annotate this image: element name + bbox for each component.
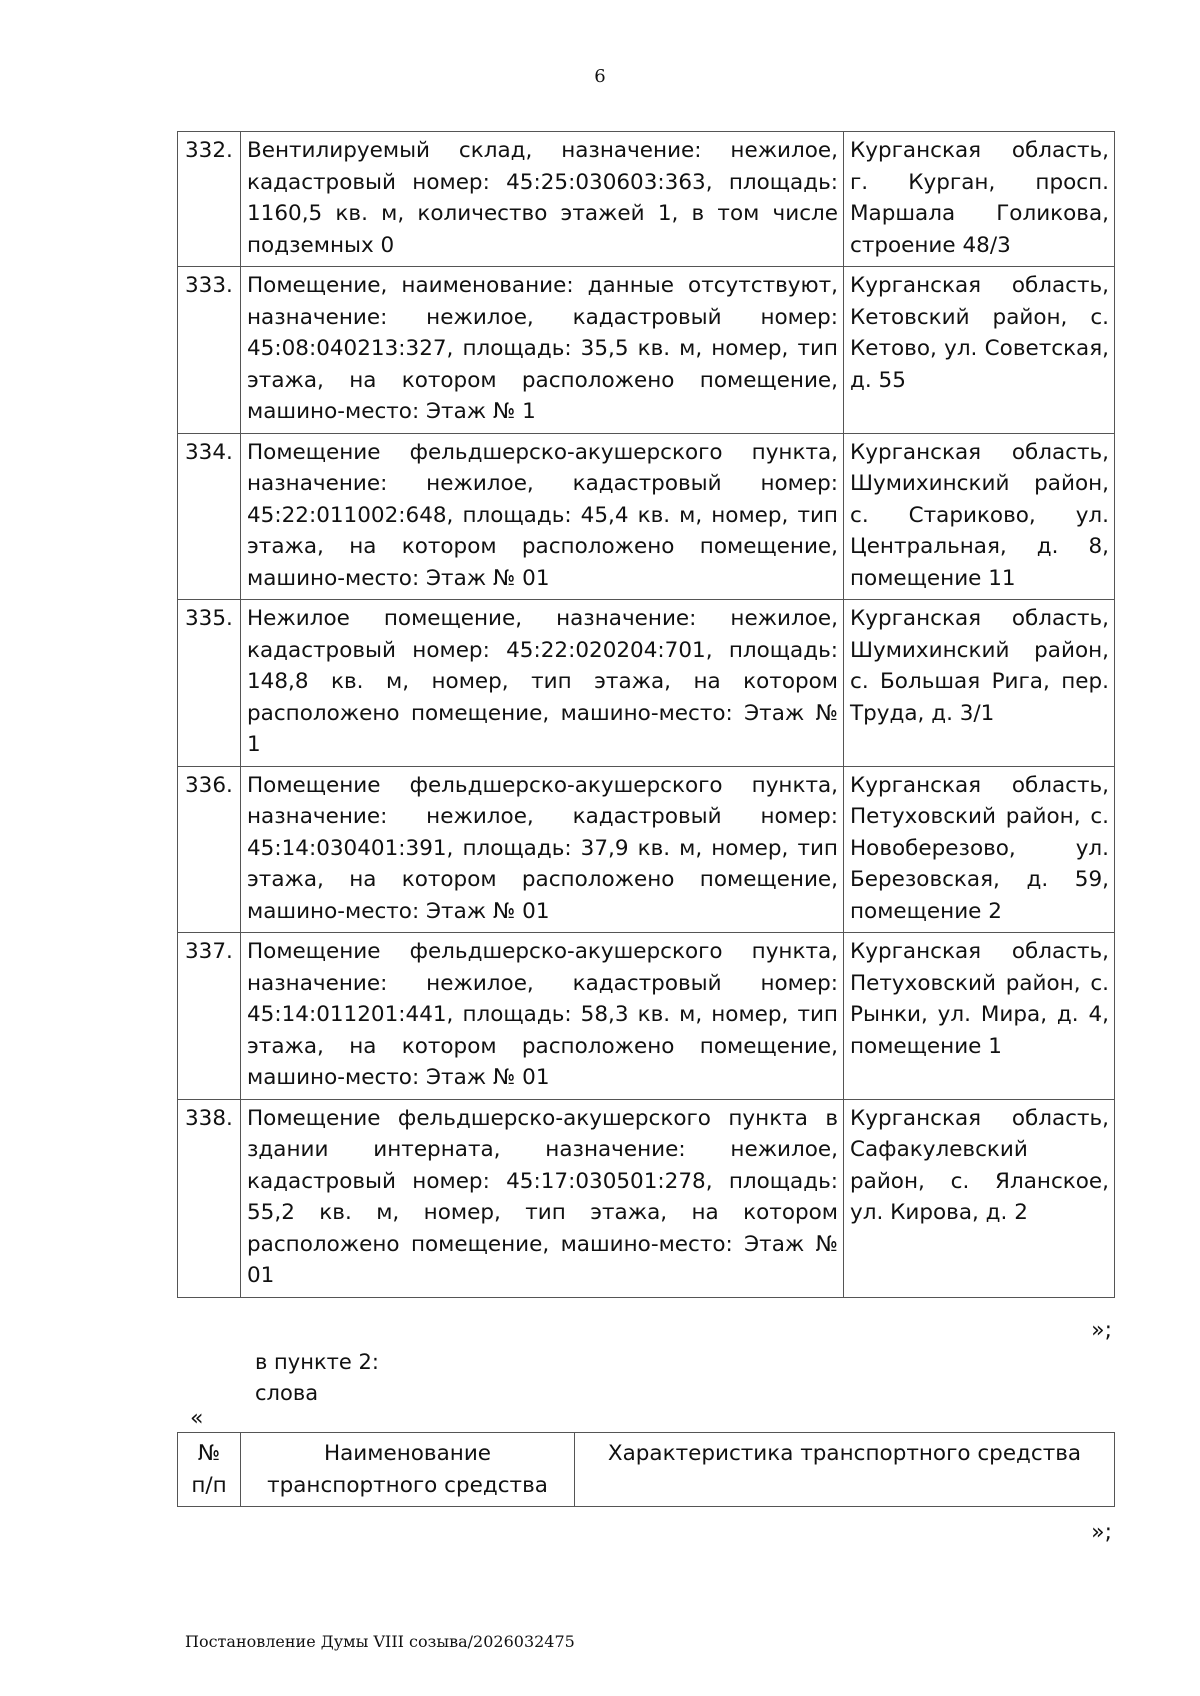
transport-table-body <box>178 1433 1115 1507</box>
header-name-cell <box>241 1433 575 1507</box>
page-number: 6 <box>594 66 606 87</box>
opening-quote: « <box>190 1406 204 1431</box>
paragraph-text: слова <box>255 1381 319 1405</box>
table-row <box>178 600 1115 767</box>
property-address: Курганская область, Сафакулевский район, с. Яланское, ул. Кирова, д. 2 <box>844 1099 1115 1297</box>
table-row <box>178 1099 1115 1297</box>
row-number: 334. <box>178 433 241 600</box>
property-address: Курганская область, г. Курган, просп. Маршала Голикова, строение 48/3 <box>844 132 1115 267</box>
paragraph-heading: в пункте 2: <box>255 1350 379 1374</box>
property-description: Помещение фельдшерско-акушерского пункта, назначение: нежилое, кадастровый номер: 45:22:011002:648, площадь: 45,4 кв. м, номер, тип этажа, на котором расположено помещение, машино-место: Этаж № 01 <box>241 433 844 600</box>
transport-header-row <box>178 1433 1115 1507</box>
header-characteristic-cell: Характеристика транспортного средства <box>575 1433 1115 1507</box>
property-table <box>177 131 1115 1298</box>
property-address: Курганская область, Шумихинский район, с. Стариково, ул. Центральная, д. 8, помещение 11 <box>844 433 1115 600</box>
property-address: Курганская область, Кетовский район, с. Кетово, ул. Советская, д. 55 <box>844 267 1115 434</box>
row-number: 333. <box>178 267 241 434</box>
row-number: 335. <box>178 600 241 767</box>
header-name-line1: Наименование <box>323 1441 492 1466</box>
property-address: Курганская область, Петуховский район, с. Рынки, ул. Мира, д. 4, помещение 1 <box>844 933 1115 1100</box>
table-row <box>178 132 1115 267</box>
table-row <box>178 933 1115 1100</box>
transport-table <box>177 1432 1115 1507</box>
row-number: 336. <box>178 766 241 933</box>
row-number: 337. <box>178 933 241 1100</box>
header-number-symbol: № <box>197 1441 221 1466</box>
property-description: Нежилое помещение, назначение: нежилое, кадастровый номер: 45:22:020204:701, площадь: 148,8 кв. м, номер, тип этажа, на котором расположено помещение, машино-место: Этаж № 1 <box>241 600 844 767</box>
property-description: Помещение фельдшерско-акушерского пункта, назначение: нежилое, кадастровый номер: 45:14:030401:391, площадь: 37,9 кв. м, номер, тип этажа, на котором расположено помещение, машино-место: Этаж № 01 <box>241 766 844 933</box>
property-description: Помещение фельдшерско-акушерского пункта, назначение: нежилое, кадастровый номер: 45:14:011201:441, площадь: 58,3 кв. м, номер, тип этажа, на котором расположено помещение, машино-место: Этаж № 01 <box>241 933 844 1100</box>
property-table-body <box>178 132 1115 1298</box>
property-description: Вентилируемый склад, назначение: нежилое, кадастровый номер: 45:25:030603:363, площадь: 1160,5 кв. м, количество этажей 1, в том числе подземных 0 <box>241 132 844 267</box>
row-number: 332. <box>178 132 241 267</box>
header-number-cell <box>178 1433 241 1507</box>
table-row <box>178 433 1115 600</box>
property-address: Курганская область, Петуховский район, с. Новоберезово, ул. Березовская, д. 59, помещение 2 <box>844 766 1115 933</box>
table-row <box>178 267 1115 434</box>
header-name-line2: транспортного средства <box>267 1472 548 1498</box>
closing-quote-2: »; <box>1091 1520 1112 1545</box>
table-row <box>178 766 1115 933</box>
property-description: Помещение, наименование: данные отсутствуют, назначение: нежилое, кадастровый номер: 45:08:040213:327, площадь: 35,5 кв. м, номер, тип этажа, на котором расположено помещение, машино-место: Этаж № 1 <box>241 267 844 434</box>
property-address: Курганская область, Шумихинский район, с. Большая Рига, пер. Труда, д. 3/1 <box>844 600 1115 767</box>
header-number-abbr: п/п <box>191 1472 227 1498</box>
closing-quote: »; <box>1091 1318 1112 1343</box>
document-footer: Постановление Думы VIII созыва/2026032475 <box>185 1632 575 1651</box>
property-description: Помещение фельдшерско-акушерского пункта в здании интерната, назначение: нежилое, кадастровый номер: 45:17:030501:278, площадь: 55,2 кв. м, номер, тип этажа, на котором расположено помещение, машино-место: Этаж № 01 <box>241 1099 844 1297</box>
row-number: 338. <box>178 1099 241 1297</box>
